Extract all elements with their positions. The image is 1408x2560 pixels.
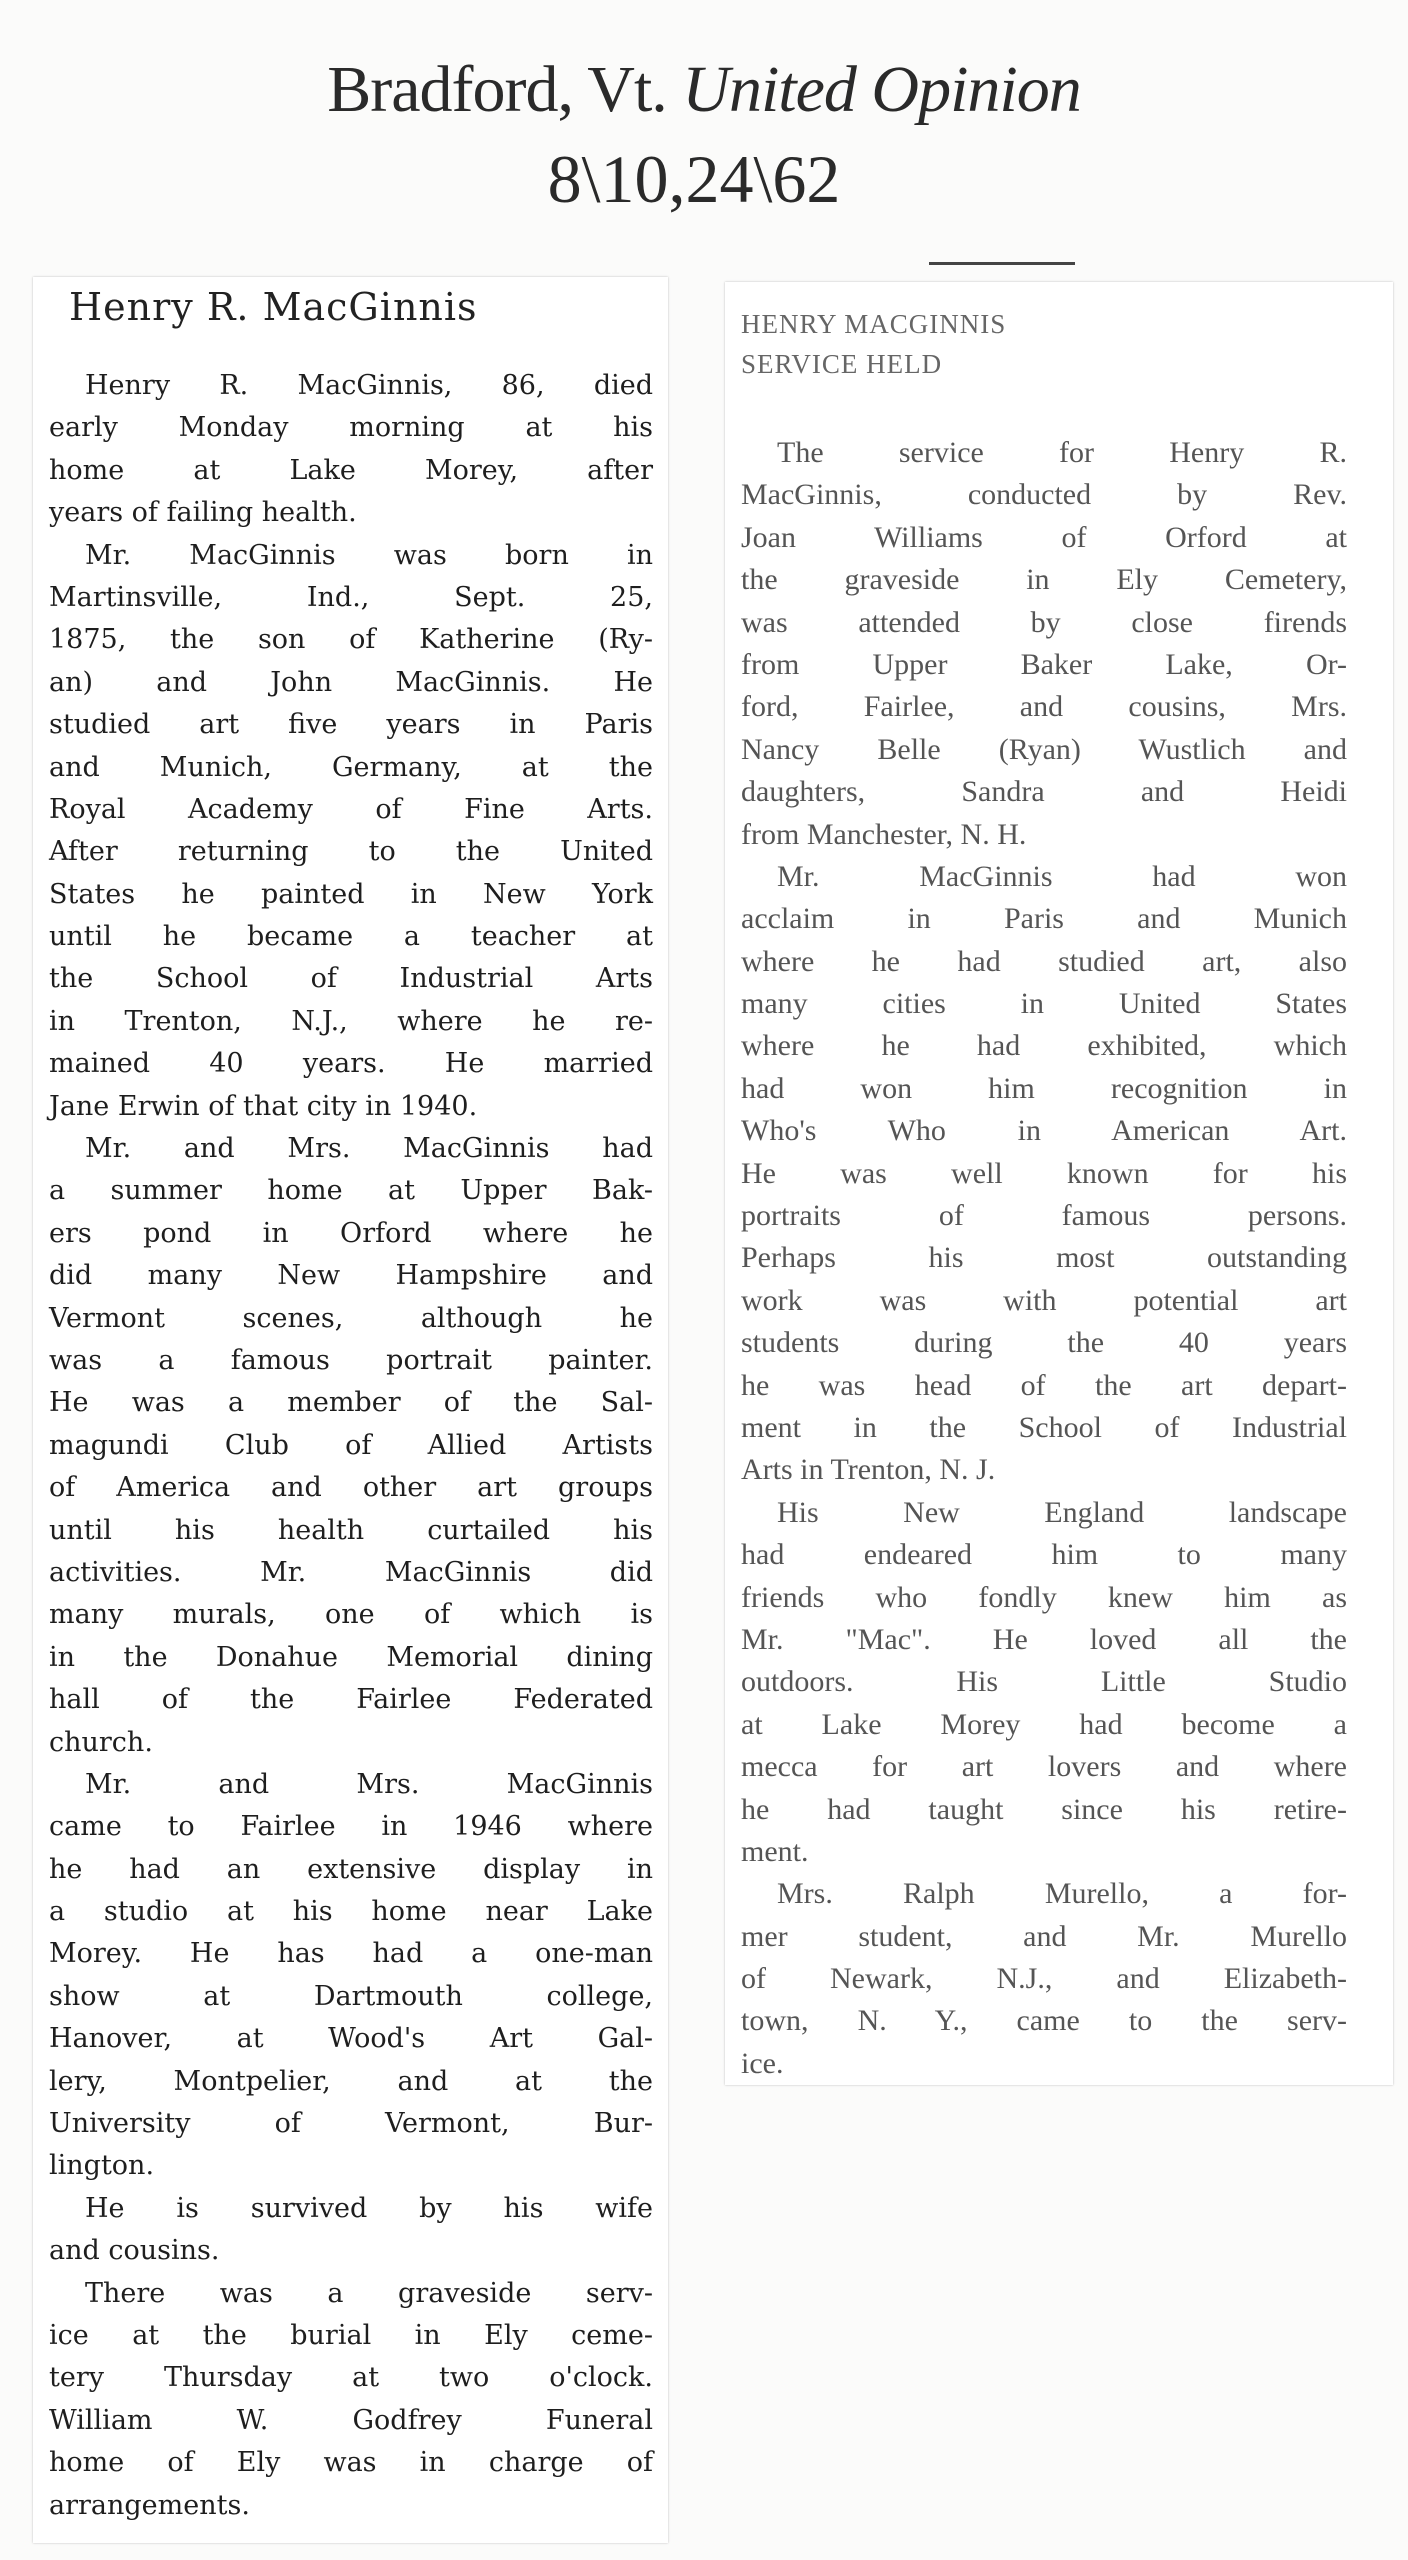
text-line: a studio at his home near Lake bbox=[49, 1896, 653, 1928]
text-line: students during the 40 years bbox=[741, 1326, 1347, 1360]
text-line: until he became a teacher at bbox=[49, 921, 653, 953]
publication-location: Bradford, Vt. bbox=[327, 53, 667, 126]
text-line: Mr. MacGinnis had won bbox=[777, 859, 1347, 893]
text-line: in Trenton, N.J., where he re- bbox=[49, 1005, 653, 1037]
service-title-line: SERVICE HELD bbox=[741, 349, 943, 379]
text-line: Vermont scenes, although he bbox=[49, 1302, 653, 1334]
text-line: Mr. "Mac". He loved all the bbox=[741, 1622, 1347, 1656]
text-line: mecca for art lovers and where bbox=[741, 1750, 1347, 1784]
text-line: studied art five years in Paris bbox=[49, 709, 653, 741]
text-line: and cousins. bbox=[49, 2235, 220, 2267]
paragraph bbox=[49, 2188, 653, 2273]
text-line: in the Donahue Memorial dining bbox=[49, 1641, 653, 1673]
text-line: show at Dartmouth college, bbox=[49, 1980, 653, 2012]
text-line: he was head of the art depart- bbox=[741, 1368, 1347, 1402]
service-body bbox=[741, 432, 1347, 2085]
paragraph bbox=[49, 2273, 653, 2527]
text-line: ice at the burial in Ely ceme- bbox=[49, 2319, 653, 2351]
paragraph bbox=[49, 365, 653, 535]
text-line: until his health curtailed his bbox=[49, 1514, 653, 1546]
text-line: early Monday morning at his bbox=[49, 412, 653, 444]
text-line: came to Fairlee in 1946 where bbox=[49, 1811, 653, 1843]
text-line: ice. bbox=[741, 2046, 784, 2080]
text-line: portraits of famous persons. bbox=[741, 1199, 1347, 1233]
text-line: ers pond in Orford where he bbox=[49, 1217, 653, 1249]
publication-name: United Opinion bbox=[682, 53, 1081, 126]
text-line: His New England landscape bbox=[777, 1495, 1347, 1529]
text-line: a summer home at Upper Bak- bbox=[49, 1175, 653, 1207]
text-line: University of Vermont, Bur- bbox=[49, 2108, 653, 2140]
text-line: He was a member of the Sal- bbox=[49, 1387, 653, 1419]
text-line: at Lake Morey had become a bbox=[741, 1707, 1347, 1741]
text-line: work was with potential art bbox=[741, 1283, 1347, 1317]
text-line: William W. Godfrey Funeral bbox=[49, 2404, 653, 2436]
text-line: Hanover, at Wood's Art Gal- bbox=[49, 2023, 653, 2055]
text-line: many murals, one of which is bbox=[49, 1599, 653, 1631]
text-line: mer student, and Mr. Murello bbox=[741, 1919, 1347, 1953]
service-title bbox=[741, 304, 1006, 384]
text-line: where he had exhibited, which bbox=[741, 1029, 1347, 1063]
text-line: Morey. He has had a one-man bbox=[49, 1938, 653, 1970]
text-line: After returning to the United bbox=[49, 836, 653, 868]
text-line: Mr. and Mrs. MacGinnis bbox=[85, 1768, 653, 1800]
text-line: Mr. and Mrs. MacGinnis had bbox=[85, 1133, 653, 1165]
obituary-title: Henry R. MacGinnis bbox=[69, 285, 478, 329]
text-line: activities. Mr. MacGinnis did bbox=[49, 1556, 653, 1588]
text-line: mained 40 years. He married bbox=[49, 1048, 653, 1080]
service-title-line: HENRY MACGINNIS bbox=[741, 309, 1007, 339]
text-line: States he painted in New York bbox=[49, 878, 653, 910]
text-line: he had taught since his retire- bbox=[741, 1792, 1347, 1826]
text-line: arrangements. bbox=[49, 2489, 250, 2521]
text-line: friends who fondly knew him as bbox=[741, 1580, 1347, 1614]
text-line: hall of the Fairlee Federated bbox=[49, 1684, 653, 1716]
text-line: Perhaps his most outstanding bbox=[741, 1241, 1347, 1275]
text-line: of America and other art groups bbox=[49, 1472, 653, 1504]
text-line: Joan Williams of Orford at bbox=[741, 520, 1347, 554]
text-line: and Munich, Germany, at the bbox=[49, 751, 653, 783]
text-line: Jane Erwin of that city in 1940. bbox=[49, 1090, 478, 1122]
text-line: church. bbox=[49, 1726, 153, 1758]
text-line: He is survived by his wife bbox=[85, 2192, 653, 2224]
text-line: He was well known for his bbox=[741, 1156, 1347, 1190]
text-line: where he had studied art, also bbox=[741, 944, 1347, 978]
text-line: from Upper Baker Lake, Or- bbox=[741, 647, 1347, 681]
paragraph bbox=[741, 1492, 1347, 1874]
text-line: The service for Henry R. bbox=[777, 436, 1347, 469]
text-line: Who's Who in American Art. bbox=[741, 1114, 1347, 1148]
text-line: he had an extensive display in bbox=[49, 1853, 653, 1885]
text-line: the School of Industrial Arts bbox=[49, 963, 653, 995]
text-line: had won him recognition in bbox=[741, 1071, 1347, 1105]
text-line: MacGinnis, conducted by Rev. bbox=[741, 478, 1347, 512]
service-clipping bbox=[725, 282, 1393, 2085]
text-line: lington. bbox=[49, 2150, 155, 2182]
text-line: Mr. MacGinnis was born in bbox=[85, 539, 653, 571]
text-line: an) and John MacGinnis. He bbox=[49, 666, 653, 698]
paragraph bbox=[741, 432, 1347, 856]
text-line: tery Thursday at two o'clock. bbox=[49, 2362, 653, 2394]
text-line: lery, Montpelier, and at the bbox=[49, 2065, 653, 2097]
text-line: There was a graveside serv- bbox=[85, 2277, 653, 2309]
text-line: of Newark, N.J., and Elizabeth- bbox=[741, 1962, 1347, 1996]
text-line: the graveside in Ely Cemetery, bbox=[741, 563, 1347, 597]
paragraph bbox=[49, 1764, 653, 2188]
obituary-body bbox=[49, 365, 653, 2527]
text-line: did many New Hampshire and bbox=[49, 1260, 653, 1292]
text-line: ment. bbox=[741, 1834, 809, 1868]
text-line: from Manchester, N. H. bbox=[741, 817, 1027, 851]
text-line: 1875, the son of Katherine (Ry- bbox=[49, 624, 653, 656]
paragraph bbox=[49, 535, 653, 1128]
text-line: acclaim in Paris and Munich bbox=[741, 902, 1347, 936]
text-line: Nancy Belle (Ryan) Wustlich and bbox=[741, 732, 1347, 766]
text-line: home of Ely was in charge of bbox=[49, 2447, 653, 2479]
text-line: Martinsville, Ind., Sept. 25, bbox=[49, 581, 653, 613]
clipping-rule bbox=[929, 262, 1075, 265]
text-line: had endeared him to many bbox=[741, 1538, 1347, 1572]
text-line: Arts in Trenton, N. J. bbox=[741, 1453, 996, 1487]
obituary-clipping bbox=[33, 277, 668, 2543]
text-line: was a famous portrait painter. bbox=[49, 1344, 653, 1376]
paragraph bbox=[741, 1873, 1347, 2085]
text-line: magundi Club of Allied Artists bbox=[49, 1429, 653, 1461]
publication-dates: 8\10,24\62 bbox=[547, 141, 841, 217]
text-line: town, N. Y., came to the serv- bbox=[741, 2004, 1347, 2038]
text-line: home at Lake Morey, after bbox=[49, 454, 653, 486]
text-line: Henry R. MacGinnis, 86, died bbox=[85, 370, 653, 401]
text-line: many cities in United States bbox=[741, 987, 1347, 1021]
text-line: was attended by close firends bbox=[741, 605, 1347, 639]
paragraph bbox=[741, 856, 1347, 1492]
text-line: years of failing health. bbox=[49, 497, 357, 529]
paragraph bbox=[49, 1128, 653, 1764]
text-line: ford, Fairlee, and cousins, Mrs. bbox=[741, 690, 1347, 724]
text-line: outdoors. His Little Studio bbox=[741, 1665, 1347, 1699]
text-line: daughters, Sandra and Heidi bbox=[741, 775, 1347, 809]
text-line: Mrs. Ralph Murello, a for- bbox=[777, 1877, 1347, 1911]
publication-header bbox=[0, 52, 1408, 128]
text-line: ment in the School of Industrial bbox=[741, 1410, 1347, 1444]
text-line: Royal Academy of Fine Arts. bbox=[49, 793, 653, 825]
